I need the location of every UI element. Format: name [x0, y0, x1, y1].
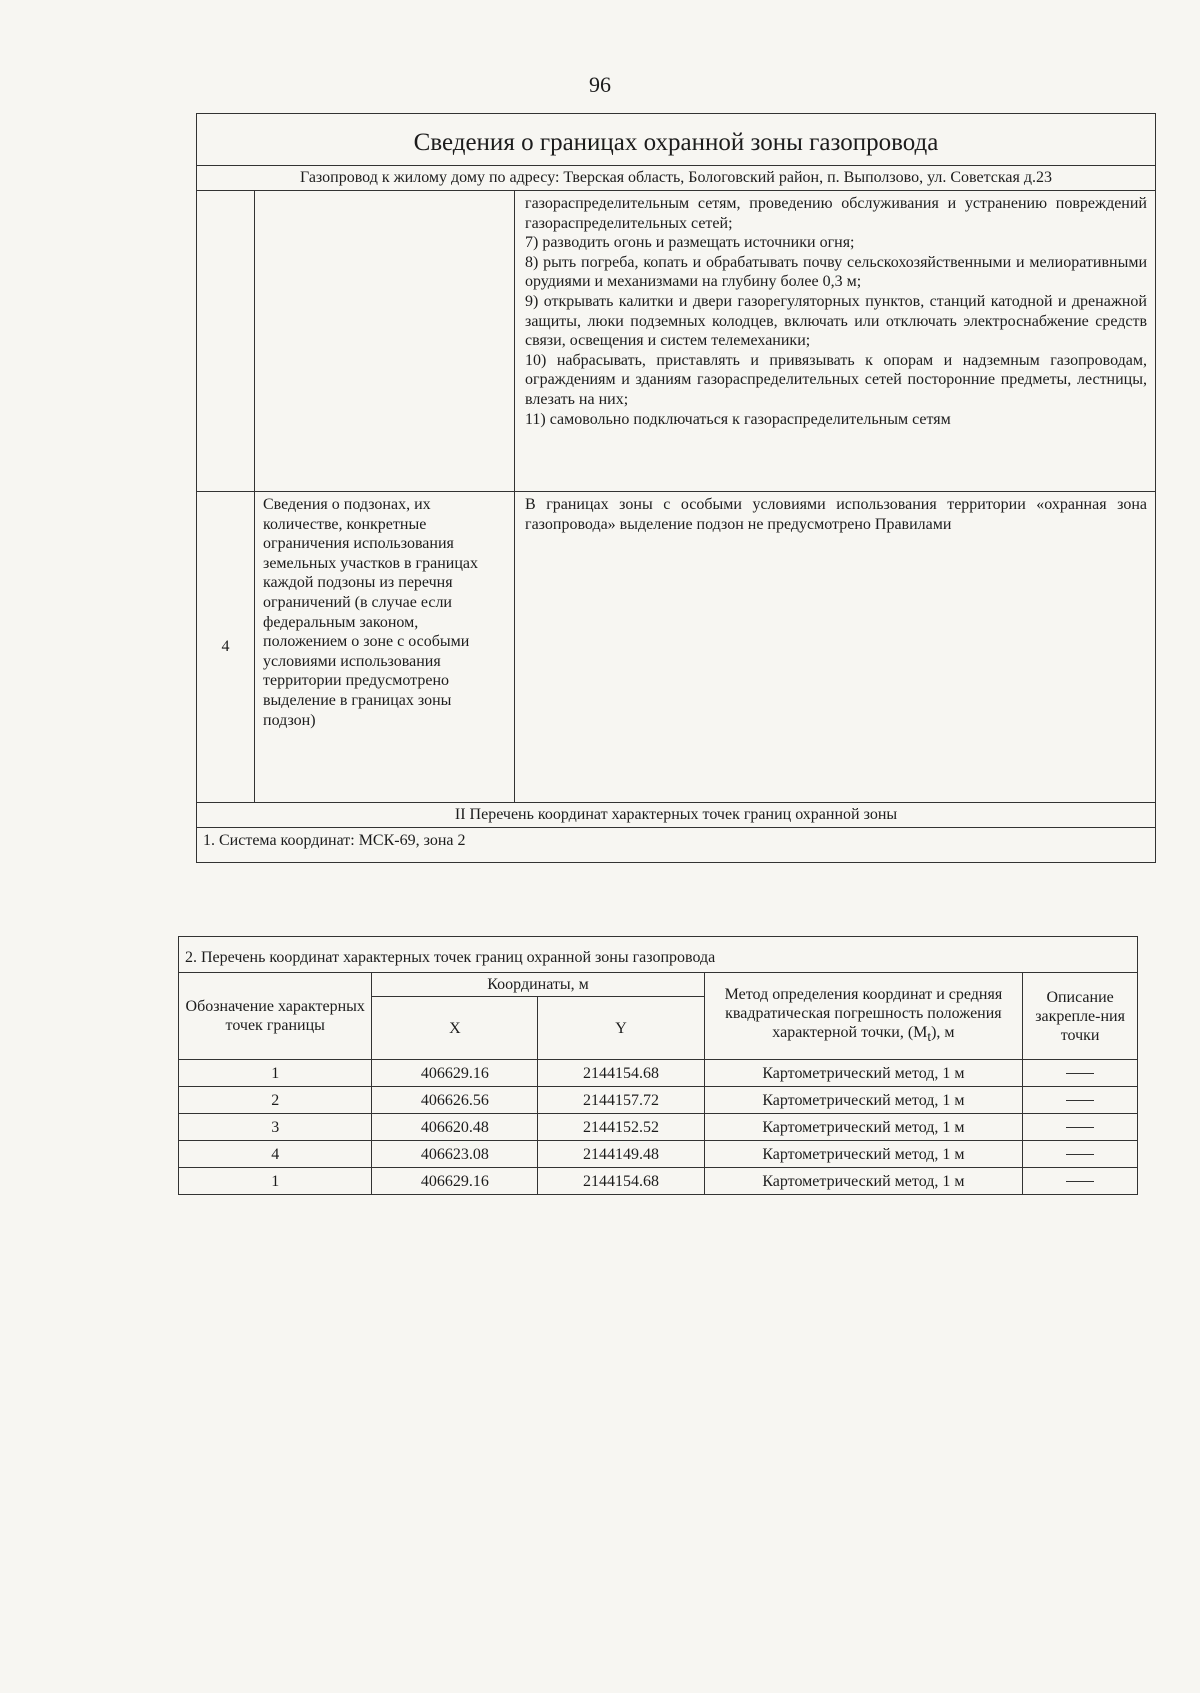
cell-point: 2 — [179, 1087, 372, 1114]
restrictions-continuation-row — [197, 191, 1155, 492]
cell-method: Картометрический метод, 1 м — [704, 1168, 1023, 1195]
cell-point: 1 — [179, 1168, 372, 1195]
coordinates-table — [178, 936, 1138, 1195]
cell-point: 3 — [179, 1114, 372, 1141]
table-row — [179, 1141, 1137, 1168]
restriction-line: 11) самовольно подключаться к газораспределительным сетям — [525, 410, 951, 428]
row-number: 4 — [197, 492, 255, 802]
cell-description — [1023, 1141, 1137, 1168]
cell-method: Картометрический метод, 1 м — [704, 1114, 1023, 1141]
header-coordinates: Координаты, м — [372, 973, 704, 997]
row-value — [515, 492, 1155, 802]
header-x: X — [372, 997, 538, 1060]
table-row — [179, 1060, 1137, 1087]
subzones-text: В границах зоны с особыми условиями использования территории «охранная зона газопровода» выделение подзон не предусмотрено Правилами — [525, 496, 1147, 533]
header-method-sub: t — [927, 1029, 932, 1045]
cell-y: 2144154.68 — [538, 1168, 704, 1195]
restriction-line: 7) разводить огонь и размещать источники огня; — [525, 234, 855, 252]
restriction-line: 10) набрасывать, приставлять и привязывать к опорам и надземным газопроводам, ограждениям и зданиям газораспределительных сетей посторонние предметы, лестницы, влезать на них; — [525, 351, 1147, 408]
page-number: 96 — [589, 72, 611, 97]
restriction-line: 8) рыть погреба, копать и обрабатывать почву сельскохозяйственными и мелиоративными орудиями и механизмами на глубину более 0,3 м; — [525, 253, 1147, 291]
header-method — [704, 973, 1023, 1060]
header-y: Y — [538, 997, 704, 1060]
cell-description — [1023, 1168, 1137, 1195]
table-row — [179, 1114, 1137, 1141]
cell-point: 1 — [179, 1060, 372, 1087]
dash-mark — [1066, 1127, 1094, 1128]
dash-mark — [1066, 1154, 1094, 1155]
section-2-title: II Перечень координат характерных точек границ охранной зоны — [197, 803, 1155, 828]
coord-system-line: 1. Система координат: МСК-69, зона 2 — [203, 832, 466, 849]
restriction-line: газораспределительным сетям, проведению обслуживания и устранению повреждений газораспределительных сетей; — [525, 195, 1147, 232]
cell-description — [1023, 1060, 1137, 1087]
cell-description — [1023, 1114, 1137, 1141]
cell-x: 406629.16 — [372, 1060, 538, 1087]
coords-grid — [179, 973, 1137, 1194]
cell-x: 406629.16 — [372, 1168, 538, 1195]
page-title: Сведения о границах охранной зоны газопровода — [197, 114, 1155, 166]
row-name — [255, 191, 515, 491]
cell-y: 2144149.48 — [538, 1141, 704, 1168]
cell-method: Картометрический метод, 1 м — [704, 1141, 1023, 1168]
cell-y: 2144152.52 — [538, 1114, 704, 1141]
address-line: Газопровод к жилому дому по адресу: Тверская область, Бологовский район, п. Выползово, ул. Советская д.23 — [197, 166, 1155, 191]
row-number — [197, 191, 255, 491]
row-value — [515, 191, 1155, 491]
restriction-line: 9) открывать калитки и двери газорегуляторных пунктов, станций катодной и дренажной защиты, люки подземных колодцев, включать или отключать электроснабжение средств связи, освещения и систем телемеханики; — [525, 292, 1147, 350]
cell-x: 406626.56 — [372, 1087, 538, 1114]
dash-mark — [1066, 1100, 1094, 1101]
cell-point: 4 — [179, 1141, 372, 1168]
cell-description — [1023, 1087, 1137, 1114]
subzones-row — [197, 492, 1155, 803]
header-description: Описание закрепле-ния точки — [1023, 973, 1137, 1060]
coord-list-title: 2. Перечень координат характерных точек границ охранной зоны газопровода — [179, 937, 1137, 973]
cell-y: 2144154.68 — [538, 1060, 704, 1087]
cell-y: 2144157.72 — [538, 1087, 704, 1114]
cell-x: 406620.48 — [372, 1114, 538, 1141]
table-row — [179, 1168, 1137, 1195]
header-method-end: ), м — [931, 1024, 955, 1042]
zone-info-table — [196, 113, 1156, 863]
cell-method: Картометрический метод, 1 м — [704, 1060, 1023, 1087]
dash-mark — [1066, 1073, 1094, 1074]
cell-method: Картометрический метод, 1 м — [704, 1087, 1023, 1114]
table-row — [179, 1087, 1137, 1114]
row-name: Сведения о подзонах, их количестве, конкретные ограничения использования земельных участков в границах каждой подзоны из перечня ограничений (в случае если федеральным законом, положением о зоне с особыми условиями использования территории предусмотрено выделение в границах зоны подзон) — [255, 492, 515, 802]
header-point: Обозначение характерных точек границы — [179, 973, 372, 1060]
dash-mark — [1066, 1181, 1094, 1182]
header-method-text: Метод определения координат и средняя квадратическая погрешность положения характерной точки, (M — [724, 986, 1003, 1042]
cell-x: 406623.08 — [372, 1141, 538, 1168]
